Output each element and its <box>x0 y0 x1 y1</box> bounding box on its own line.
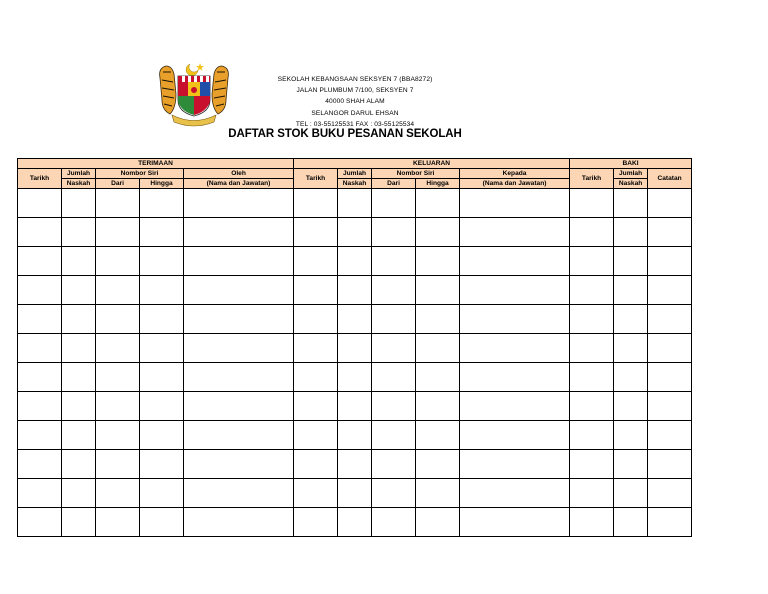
table-cell[interactable] <box>62 276 96 305</box>
table-cell[interactable] <box>62 450 96 479</box>
table-cell[interactable] <box>614 247 648 276</box>
table-cell[interactable] <box>416 276 460 305</box>
table-cell[interactable] <box>416 450 460 479</box>
table-cell[interactable] <box>460 334 570 363</box>
table-cell[interactable] <box>338 334 372 363</box>
table-cell[interactable] <box>416 334 460 363</box>
table-cell[interactable] <box>460 363 570 392</box>
table-cell[interactable] <box>338 479 372 508</box>
school-street: JALAN PLUMBUM 7/100, SEKSYEN 7 <box>296 87 414 95</box>
table-cell[interactable] <box>140 363 184 392</box>
table-cell[interactable] <box>416 218 460 247</box>
table-cell[interactable] <box>18 218 62 247</box>
table-cell[interactable] <box>648 363 692 392</box>
table-cell[interactable] <box>294 392 338 421</box>
table-cell[interactable] <box>294 479 338 508</box>
school-postcode-city: 40000 SHAH ALAM <box>325 98 385 106</box>
table-cell[interactable] <box>18 508 62 537</box>
table-row <box>18 218 692 247</box>
table-cell[interactable] <box>416 508 460 537</box>
table-cell[interactable] <box>18 479 62 508</box>
col-catatan: Catatan <box>648 169 692 189</box>
table-row <box>18 276 692 305</box>
table-cell[interactable] <box>372 508 416 537</box>
table-row <box>18 392 692 421</box>
table-cell[interactable] <box>570 305 614 334</box>
col-dari-keluaran: Dari <box>372 179 416 189</box>
table-cell[interactable] <box>184 218 294 247</box>
table-cell[interactable] <box>184 479 294 508</box>
table-row <box>18 508 692 537</box>
table-cell[interactable] <box>62 218 96 247</box>
col-tarikh-terimaan: Tarikh <box>18 169 62 189</box>
table-row <box>18 189 692 218</box>
table-cell[interactable] <box>372 247 416 276</box>
table-cell[interactable] <box>338 421 372 450</box>
table-cell[interactable] <box>614 334 648 363</box>
table-cell[interactable] <box>62 334 96 363</box>
col-jumlah-keluaran: Jumlah <box>338 169 372 179</box>
table-cell[interactable] <box>140 276 184 305</box>
table-cell[interactable] <box>184 334 294 363</box>
table-cell[interactable] <box>416 189 460 218</box>
col-jumlah-terimaan: Jumlah <box>62 169 96 179</box>
table-cell[interactable] <box>96 392 140 421</box>
table-cell[interactable] <box>372 392 416 421</box>
table-cell[interactable] <box>96 450 140 479</box>
table-cell[interactable] <box>648 247 692 276</box>
table-cell[interactable] <box>338 363 372 392</box>
table-cell[interactable] <box>460 218 570 247</box>
table-cell[interactable] <box>184 450 294 479</box>
table-cell[interactable] <box>184 276 294 305</box>
table-cell[interactable] <box>648 421 692 450</box>
group-terimaan: TERIMAAN <box>18 159 294 169</box>
table-cell[interactable] <box>140 392 184 421</box>
table-cell[interactable] <box>96 479 140 508</box>
table-cell[interactable] <box>140 421 184 450</box>
document-title: DAFTAR STOK BUKU PESANAN SEKOLAH <box>228 128 462 140</box>
table-cell[interactable] <box>184 189 294 218</box>
table-cell[interactable] <box>96 276 140 305</box>
col-oleh-nama-jawatan: (Nama dan Jawatan) <box>184 179 294 189</box>
table-cell[interactable] <box>62 508 96 537</box>
table-cell[interactable] <box>614 305 648 334</box>
table-cell[interactable] <box>18 450 62 479</box>
table-cell[interactable] <box>372 305 416 334</box>
table-cell[interactable] <box>140 218 184 247</box>
school-address-block <box>250 74 460 130</box>
table-cell[interactable] <box>416 421 460 450</box>
table-cell[interactable] <box>294 276 338 305</box>
table-cell[interactable] <box>372 421 416 450</box>
table-cell[interactable] <box>184 247 294 276</box>
table-cell[interactable] <box>18 392 62 421</box>
table-cell[interactable] <box>62 479 96 508</box>
table-cell[interactable] <box>372 334 416 363</box>
col-tarikh-keluaran: Tarikh <box>294 169 338 189</box>
table-cell[interactable] <box>460 189 570 218</box>
table-body <box>18 189 692 537</box>
table-cell[interactable] <box>460 392 570 421</box>
table-cell[interactable] <box>96 247 140 276</box>
stock-register-table <box>17 158 692 537</box>
table-row <box>18 421 692 450</box>
table-cell[interactable] <box>570 189 614 218</box>
table-cell[interactable] <box>184 363 294 392</box>
table-cell[interactable] <box>416 363 460 392</box>
table-cell[interactable] <box>570 421 614 450</box>
table-cell[interactable] <box>338 247 372 276</box>
table-cell[interactable] <box>648 479 692 508</box>
table-cell[interactable] <box>460 450 570 479</box>
table-cell[interactable] <box>614 392 648 421</box>
table-cell[interactable] <box>294 218 338 247</box>
table-cell[interactable] <box>96 218 140 247</box>
table-cell[interactable] <box>570 218 614 247</box>
table-cell[interactable] <box>372 479 416 508</box>
table-cell[interactable] <box>416 392 460 421</box>
col-kepada: Kepada <box>460 169 570 179</box>
table-cell[interactable] <box>648 305 692 334</box>
table-cell[interactable] <box>96 363 140 392</box>
table-cell[interactable] <box>184 305 294 334</box>
col-nombor-siri-keluaran: Nombor Siri <box>372 169 460 179</box>
table-cell[interactable] <box>648 450 692 479</box>
table-cell[interactable] <box>96 334 140 363</box>
table-cell[interactable] <box>184 421 294 450</box>
table-cell[interactable] <box>614 508 648 537</box>
table-cell[interactable] <box>140 479 184 508</box>
school-state: SELANGOR DARUL EHSAN <box>311 109 399 117</box>
table-cell[interactable] <box>62 363 96 392</box>
col-kepada-nama-jawatan: (Nama dan Jawatan) <box>460 179 570 189</box>
school-phone-fax: TEL : 03-55125531 FAX : 03-55125534 <box>295 120 415 128</box>
table-cell[interactable] <box>460 479 570 508</box>
table-cell[interactable] <box>18 421 62 450</box>
table-cell[interactable] <box>18 276 62 305</box>
group-baki: BAKI <box>570 159 692 169</box>
table-cell[interactable] <box>140 508 184 537</box>
table-cell[interactable] <box>294 189 338 218</box>
table-cell[interactable] <box>96 421 140 450</box>
table-cell[interactable] <box>294 421 338 450</box>
school-name: SEKOLAH KEBANGSAAN SEKSYEN 7 (BBA8272) <box>277 76 433 83</box>
table-cell[interactable] <box>140 305 184 334</box>
table-cell[interactable] <box>570 450 614 479</box>
col-naskah-terimaan: Naskah <box>62 179 96 189</box>
table-cell[interactable] <box>460 421 570 450</box>
table-cell[interactable] <box>416 305 460 334</box>
col-naskah-keluaran: Naskah <box>338 179 372 189</box>
table-cell[interactable] <box>416 479 460 508</box>
table-cell[interactable] <box>614 218 648 247</box>
table-cell[interactable] <box>460 276 570 305</box>
table-cell[interactable] <box>294 508 338 537</box>
table-cell[interactable] <box>184 392 294 421</box>
table-cell[interactable] <box>96 508 140 537</box>
table-cell[interactable] <box>648 218 692 247</box>
col-hingga-terimaan: Hingga <box>140 179 184 189</box>
table-row <box>18 450 692 479</box>
table-cell[interactable] <box>294 334 338 363</box>
col-hingga-keluaran: Hingga <box>416 179 460 189</box>
table-cell[interactable] <box>140 334 184 363</box>
table-cell[interactable] <box>614 421 648 450</box>
table-cell[interactable] <box>140 450 184 479</box>
table-cell[interactable] <box>96 189 140 218</box>
table-cell[interactable] <box>614 450 648 479</box>
group-keluaran: KELUARAN <box>294 159 570 169</box>
table-row <box>18 305 692 334</box>
table-cell[interactable] <box>648 189 692 218</box>
table-row <box>18 247 692 276</box>
table-cell[interactable] <box>18 363 62 392</box>
table-cell[interactable] <box>570 508 614 537</box>
table-cell[interactable] <box>338 189 372 218</box>
table-cell[interactable] <box>570 276 614 305</box>
table-cell[interactable] <box>294 363 338 392</box>
table-cell[interactable] <box>62 392 96 421</box>
table-cell[interactable] <box>338 392 372 421</box>
col-dari-terimaan: Dari <box>96 179 140 189</box>
table-cell[interactable] <box>338 276 372 305</box>
table-cell[interactable] <box>570 479 614 508</box>
table-cell[interactable] <box>338 305 372 334</box>
table-cell[interactable] <box>648 276 692 305</box>
table-cell[interactable] <box>460 247 570 276</box>
table-cell[interactable] <box>294 305 338 334</box>
table-cell[interactable] <box>614 276 648 305</box>
table-cell[interactable] <box>570 392 614 421</box>
table-cell[interactable] <box>18 305 62 334</box>
table-cell[interactable] <box>140 247 184 276</box>
table-cell[interactable] <box>294 247 338 276</box>
col-oleh: Oleh <box>184 169 294 179</box>
table-row <box>18 363 692 392</box>
col-jumlah-baki: Jumlah <box>614 169 648 179</box>
table-cell[interactable] <box>184 508 294 537</box>
table-cell[interactable] <box>338 450 372 479</box>
table-cell[interactable] <box>294 450 338 479</box>
table-row <box>18 334 692 363</box>
col-tarikh-baki: Tarikh <box>570 169 614 189</box>
table-cell[interactable] <box>62 189 96 218</box>
table-cell[interactable] <box>648 508 692 537</box>
table-cell[interactable] <box>570 247 614 276</box>
table-cell[interactable] <box>460 508 570 537</box>
table-cell[interactable] <box>648 392 692 421</box>
table-cell[interactable] <box>18 334 62 363</box>
col-naskah-baki: Naskah <box>614 179 648 189</box>
table-cell[interactable] <box>648 334 692 363</box>
table-cell[interactable] <box>338 218 372 247</box>
table-cell[interactable] <box>460 305 570 334</box>
table-cell[interactable] <box>62 247 96 276</box>
table-cell[interactable] <box>18 247 62 276</box>
table-cell[interactable] <box>18 189 62 218</box>
table-cell[interactable] <box>372 363 416 392</box>
table-cell[interactable] <box>372 450 416 479</box>
table-cell[interactable] <box>372 218 416 247</box>
table-cell[interactable] <box>372 189 416 218</box>
table-cell[interactable] <box>570 363 614 392</box>
table-cell[interactable] <box>416 247 460 276</box>
table-cell[interactable] <box>372 276 416 305</box>
table-cell[interactable] <box>614 189 648 218</box>
col-nombor-siri-terimaan: Nombor Siri <box>96 169 184 179</box>
table-cell[interactable] <box>140 189 184 218</box>
table-row <box>18 479 692 508</box>
table-cell[interactable] <box>62 305 96 334</box>
table-cell[interactable] <box>62 421 96 450</box>
table-cell[interactable] <box>614 363 648 392</box>
table-cell[interactable] <box>338 508 372 537</box>
table-cell[interactable] <box>570 334 614 363</box>
table-cell[interactable] <box>614 479 648 508</box>
crest-logo <box>154 60 234 130</box>
table-cell[interactable] <box>96 305 140 334</box>
